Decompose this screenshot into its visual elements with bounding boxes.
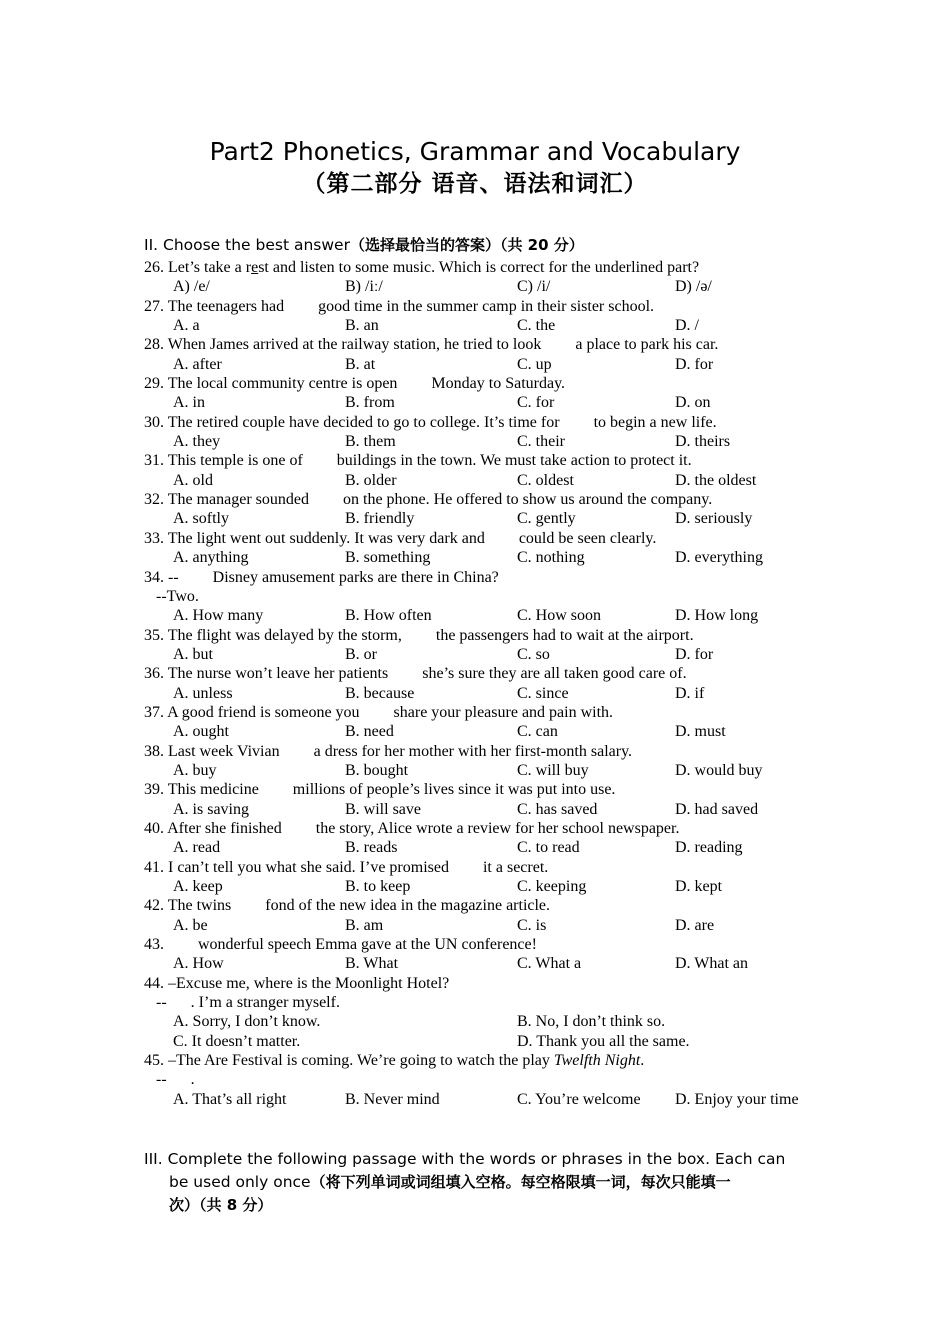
question-35-options <box>144 645 824 664</box>
question-33-stem-end: could be seen clearly. <box>518 529 657 547</box>
option-a: A. keep <box>173 878 223 895</box>
option-b: B. am <box>345 916 384 934</box>
option-b: B. from <box>345 394 395 412</box>
option-d: D. How long <box>675 607 759 625</box>
question-26-underlined: e <box>251 259 259 276</box>
question-44-reply-text: . I’m a stranger myself. <box>190 994 340 1012</box>
question-44-stem: 44. –Excuse me, where is the Moonlight Hotel? <box>144 974 450 992</box>
question-42-stem: 42. The twins <box>144 897 232 915</box>
question-39-options <box>144 800 824 819</box>
question-44 <box>144 974 824 993</box>
option-c: C. What a <box>517 955 582 973</box>
question-39-stem: 39. This medicine <box>144 781 259 799</box>
question-45 <box>144 1051 824 1070</box>
question-42 <box>144 896 824 915</box>
question-41-options <box>144 877 824 896</box>
option-d: D. on <box>675 394 711 412</box>
option-b: B. Never mind <box>345 1090 440 1108</box>
option-d: D) /ə/ <box>675 278 712 296</box>
section-2-heading-zh: （选择最恰当的答案）（共 20 分） <box>349 236 584 254</box>
option-c: C. nothing <box>517 549 585 567</box>
question-39-stem-end: millions of people’s lives since it was put into use. <box>292 781 616 799</box>
question-45-stem: 45. –The Are Festival is coming. We’re going to watch the play <box>144 1052 554 1070</box>
option-c: C. will buy <box>517 761 589 779</box>
option-d: D. kept <box>675 878 723 895</box>
question-32-stem-end: on the phone. He offered to show us around the company. <box>343 491 713 509</box>
option-a: A. old <box>173 471 213 489</box>
option-c: C. up <box>517 355 552 373</box>
option-c: C. has saved <box>517 800 598 818</box>
question-30-stem-end: to begin a new life. <box>593 413 717 431</box>
question-45-stem-end: . <box>640 1052 645 1070</box>
question-30-options <box>144 432 824 451</box>
option-c: C. since <box>517 684 569 702</box>
question-41-stem: 41. I can’t tell you what she said. I’ve promised <box>144 858 449 876</box>
question-31-options <box>144 471 824 490</box>
option-b: B. No, I don’t think so. <box>517 1013 666 1031</box>
question-38-stem-end: a dress for her mother with her first-month salary. <box>313 742 633 760</box>
option-b: B. or <box>345 645 377 663</box>
option-d: D. the oldest <box>675 471 757 489</box>
option-a: A. buy <box>173 761 217 779</box>
option-d: D. What an <box>675 955 749 973</box>
question-34-reply <box>144 587 824 606</box>
question-38-options <box>144 761 824 780</box>
option-a: A. ought <box>173 723 229 741</box>
section-3-heading-line-1: III. Complete the following passage with the words or phrases in the box. Each can <box>144 1150 786 1168</box>
title-english: Part2 Phonetics, Grammar and Vocabulary <box>209 137 741 166</box>
option-d: D. theirs <box>675 433 731 451</box>
question-38 <box>144 742 824 761</box>
question-27-stem-end: good time in the summer camp in their sister school. <box>318 297 655 315</box>
question-43-stem: 43. <box>144 936 164 954</box>
question-29-stem: 29. The local community centre is open <box>144 375 398 393</box>
question-34-stem: 34. -- <box>144 568 179 586</box>
question-34-stem-end: Disney amusement parks are there in China? <box>212 568 499 586</box>
question-26 <box>144 258 824 277</box>
question-44-reply-dash: -- <box>156 994 167 1012</box>
option-b: B. bought <box>345 761 409 779</box>
question-38-stem: 38. Last week Vivian <box>144 742 280 760</box>
question-list <box>144 258 824 1109</box>
option-d: D. must <box>675 723 726 741</box>
option-c: C) /i/ <box>517 278 551 296</box>
question-42-stem-end: fond of the new idea in the magazine article. <box>265 897 551 915</box>
question-37-options <box>144 722 824 741</box>
option-a: A. How many <box>173 607 264 625</box>
question-39 <box>144 780 824 799</box>
question-29 <box>144 374 824 393</box>
option-c: C. gently <box>517 510 576 528</box>
question-45-reply <box>144 1070 824 1089</box>
option-d: D. for <box>675 645 714 663</box>
option-b: B. an <box>345 317 379 335</box>
option-c: C. How soon <box>517 607 602 625</box>
option-c: C. can <box>517 723 558 741</box>
question-44-options-ab <box>144 1012 824 1031</box>
option-c: C. to read <box>517 839 580 857</box>
question-40-stem: 40. After she finished <box>144 819 282 837</box>
title-chinese: （第二部分 语音、语法和词汇） <box>302 171 648 197</box>
option-b: B. at <box>345 355 376 373</box>
question-37-stem-end: share your pleasure and pain with. <box>393 703 614 721</box>
option-a: A. they <box>173 433 221 451</box>
question-27-options <box>144 316 824 335</box>
section-3-heading <box>144 1148 809 1217</box>
option-d: D. if <box>675 684 705 702</box>
question-37 <box>144 703 824 722</box>
option-a: A. a <box>173 317 200 335</box>
option-c: C. their <box>517 433 565 451</box>
question-29-stem-end: Monday to Saturday. <box>431 375 566 393</box>
question-40 <box>144 819 824 838</box>
question-31-stem: 31. This temple is one of <box>144 452 303 470</box>
question-26-stem-end: st and listen to some music. Which is correct for the underlined part? <box>258 259 700 276</box>
question-43-stem-end: wonderful speech Emma gave at the UN conference! <box>198 936 537 954</box>
option-d: D. reading <box>675 839 743 857</box>
question-43 <box>144 935 824 954</box>
option-c: C. It doesn’t matter. <box>173 1032 301 1050</box>
option-d: D. would buy <box>675 761 763 779</box>
option-a: A. How <box>173 955 224 973</box>
option-d: D. for <box>675 355 714 373</box>
question-40-options <box>144 838 824 857</box>
option-b: B. friendly <box>345 510 415 528</box>
question-27 <box>144 297 824 316</box>
option-c: C. keeping <box>517 878 587 895</box>
section-2-heading <box>144 234 584 256</box>
option-b: B. will save <box>345 800 421 818</box>
question-31-stem-end: buildings in the town. We must take action to protect it. <box>336 452 692 470</box>
question-33 <box>144 529 824 548</box>
question-35 <box>144 626 824 645</box>
question-36 <box>144 664 824 683</box>
option-c: C. is <box>517 916 547 934</box>
question-32-options <box>144 509 824 528</box>
question-45-options <box>144 1090 824 1109</box>
question-30-stem: 30. The retired couple have decided to go to college. It’s time for <box>144 413 560 431</box>
option-c: C. for <box>517 394 555 412</box>
option-b: B. to keep <box>345 878 411 895</box>
question-45-reply-dash: -- <box>156 1071 167 1089</box>
option-c: C. You’re welcome <box>517 1090 641 1108</box>
question-36-stem-end: she’s sure they are all taken good care of. <box>422 665 687 683</box>
option-d: D. / <box>675 317 699 335</box>
question-45-play-title: Twelfth Night <box>553 1052 641 1070</box>
question-44-options-cd <box>144 1032 824 1051</box>
option-d: D. everything <box>675 549 763 567</box>
question-41 <box>144 858 824 877</box>
option-b: B. reads <box>345 839 398 857</box>
option-a: A. in <box>173 394 205 412</box>
question-44-reply <box>144 993 824 1012</box>
option-a: A. anything <box>173 549 249 567</box>
option-b: B. older <box>345 471 397 489</box>
section-3-heading-zh-1: （将下列单词或词组填入空格。每空格限填一词，每次只能填一 <box>310 1173 731 1191</box>
option-a: A. unless <box>173 684 233 702</box>
option-d: D. Enjoy your time <box>675 1090 799 1108</box>
question-35-stem: 35. The flight was delayed by the storm, <box>144 626 402 644</box>
option-a: A. Sorry, I don’t know. <box>173 1013 321 1031</box>
option-a: A) /e/ <box>173 278 210 296</box>
question-40-stem-end: the story, Alice wrote a review for her school newspaper. <box>315 819 680 837</box>
option-a: A. be <box>173 916 208 934</box>
question-28-stem: 28. When James arrived at the railway station, he tried to look <box>144 336 542 354</box>
option-a: A. softly <box>173 510 229 528</box>
option-c: C. the <box>517 317 556 335</box>
option-b: B. How often <box>345 607 432 625</box>
option-b: B. need <box>345 723 394 741</box>
option-d: D. are <box>675 916 715 934</box>
question-27-stem: 27. The teenagers had <box>144 297 285 315</box>
question-33-stem: 33. The light went out suddenly. It was very dark and <box>144 529 485 547</box>
option-b: B. What <box>345 955 399 973</box>
question-28-options <box>144 355 824 374</box>
question-42-options <box>144 916 824 935</box>
question-33-options <box>144 548 824 567</box>
section-3-heading-zh-2: 次）（共 8 分） <box>169 1196 273 1214</box>
question-32-stem: 32. The manager sounded <box>144 491 309 509</box>
option-b: B. them <box>345 433 396 451</box>
option-a: A. read <box>173 839 221 857</box>
option-a: A. after <box>173 355 222 373</box>
question-30 <box>144 413 824 432</box>
option-d: D. had saved <box>675 800 759 818</box>
question-34-options <box>144 606 824 625</box>
option-c: C. so <box>517 645 550 663</box>
option-b: B) /iː/ <box>345 278 383 296</box>
option-c: C. oldest <box>517 471 574 489</box>
question-45-reply-text: . <box>190 1071 195 1089</box>
question-29-options <box>144 393 824 412</box>
question-36-stem: 36. The nurse won’t leave her patients <box>144 665 389 683</box>
question-31 <box>144 451 824 470</box>
option-b: B. something <box>345 549 431 567</box>
option-a: A. That’s all right <box>173 1090 287 1108</box>
question-43-options <box>144 954 824 973</box>
question-28-stem-end: a place to park his car. <box>575 336 719 354</box>
option-a: A. is saving <box>173 800 249 818</box>
question-35-stem-end: the passengers had to wait at the airport. <box>435 626 694 644</box>
question-34 <box>144 568 824 587</box>
option-d: D. Thank you all the same. <box>517 1032 690 1050</box>
question-26-options <box>144 277 824 296</box>
question-34-reply-text: --Two. <box>156 587 199 605</box>
question-28 <box>144 335 824 354</box>
section-3-heading-line-2: be used only once <box>169 1173 311 1191</box>
option-d: D. seriously <box>675 510 753 528</box>
question-26-stem: 26. Let’s take a r <box>144 259 252 276</box>
question-37-stem: 37. A good friend is someone you <box>144 703 360 721</box>
option-a: A. but <box>173 645 213 663</box>
question-41-stem-end: it a secret. <box>482 858 549 876</box>
question-32 <box>144 490 824 509</box>
option-b: B. because <box>345 684 415 702</box>
question-36-options <box>144 684 824 703</box>
page-title <box>0 136 950 200</box>
section-2-heading-en: II. Choose the best answer <box>144 236 350 254</box>
